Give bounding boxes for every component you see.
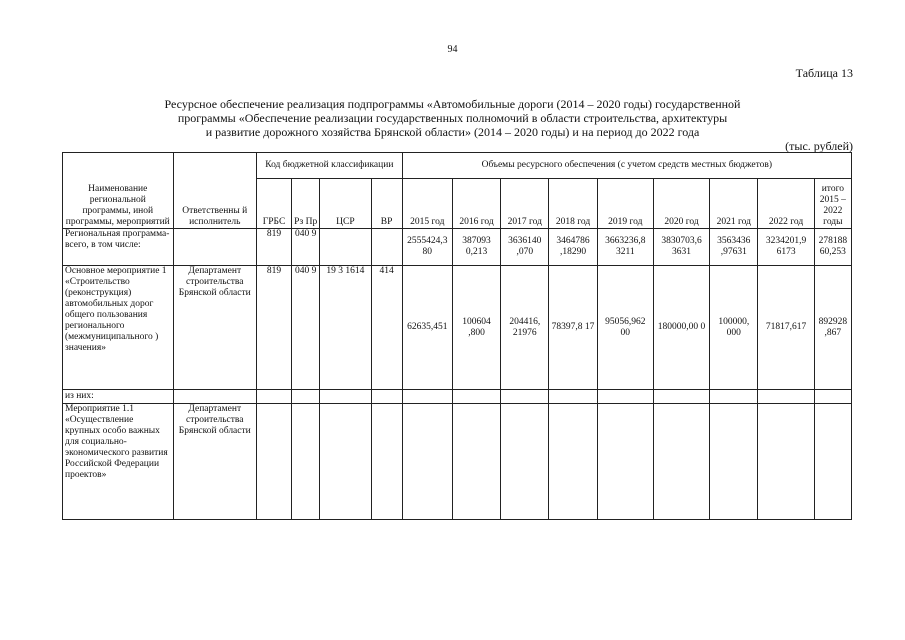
row-value-2016: 100604 ,800 — [452, 266, 500, 390]
header-vr: ВР — [371, 179, 402, 229]
row-value-2022: 71817,617 — [758, 266, 814, 390]
header-grbs: ГРБС — [256, 179, 291, 229]
row-name: Мероприятие 1.1 «Осуществление крупных особо важных для социально- экономического развития Российской Федерации проектов» — [63, 404, 174, 520]
row-value-2018: 3464786 ,18290 — [549, 229, 597, 266]
table-row — [63, 390, 852, 404]
title-line-3: и развитие дорожного хозяйства Брянской области» (2014 – 2020 годы) и на период до 2022 года — [205, 125, 700, 139]
row-name: из них: — [63, 390, 174, 404]
row-name: Основное мероприятие 1 «Строительство (реконструкция) автомобильных дорог общего пользования регионального (межмуниципального ) значения» — [63, 266, 174, 390]
title-line-2: программы «Обеспечение реализации государственных полномочий в области строительства, архитектуры — [177, 111, 728, 125]
units-label: (тыс. рублей) — [785, 139, 853, 153]
row-csr: 19 3 1614 — [320, 266, 371, 390]
row-responsible: Департамент строительства Брянской области — [173, 266, 256, 390]
row-value-2022: 3234201,9 6173 — [758, 229, 814, 266]
header-2017: 2017 год — [501, 179, 549, 229]
row-value-2018: 78397,8 17 — [549, 266, 597, 390]
row-value-2017: 204416, 21976 — [501, 266, 549, 390]
row-responsible — [173, 229, 256, 266]
row-value-2015: 62635,451 — [402, 266, 452, 390]
row-name: Региональная программа- всего, в том числе: — [63, 229, 174, 266]
row-responsible: Департамент строительства Брянской области — [173, 404, 256, 520]
table-row — [63, 404, 852, 520]
table-row — [63, 229, 852, 266]
row-value-2021: 100000, 000 — [710, 266, 758, 390]
header-name: Наименование региональной программы, иной программы, мероприятий — [63, 153, 174, 229]
table-label: Таблица 13 — [795, 66, 853, 80]
row-grbs: 819 — [256, 266, 291, 390]
header-responsible: Ответственны й исполнитель — [173, 153, 256, 229]
document-title — [120, 97, 785, 139]
header-2016: 2016 год — [452, 179, 500, 229]
header-2015: 2015 год — [402, 179, 452, 229]
header-2021: 2021 год — [710, 179, 758, 229]
header-rzpr: Рз Пр — [292, 179, 320, 229]
row-grbs: 819 — [256, 229, 291, 266]
header-2022: 2022 год — [758, 179, 814, 229]
row-value-2015: 2555424,3 80 — [402, 229, 452, 266]
header-2018: 2018 год — [549, 179, 597, 229]
row-rzpr: 040 9 — [292, 266, 320, 390]
resource-table — [62, 152, 852, 520]
row-value-2019: 95056,962 00 — [597, 266, 653, 390]
table-row — [63, 266, 852, 390]
row-value-total: 278188 60,253 — [814, 229, 851, 266]
header-total: итого 2015 – 2022 годы — [814, 179, 851, 229]
row-vr: 414 — [371, 266, 402, 390]
page-number: 94 — [447, 44, 458, 55]
row-value-2020: 180000,00 0 — [653, 266, 709, 390]
row-csr — [320, 229, 371, 266]
title-line-1: Ресурсное обеспечение реализация подпрограммы «Автомобильные дороги (2014 – 2020 годы) государственной — [164, 97, 741, 111]
row-value-total: 892928 ,867 — [814, 266, 851, 390]
row-value-2019: 3663236,8 3211 — [597, 229, 653, 266]
row-vr — [371, 229, 402, 266]
header-2020: 2020 год — [653, 179, 709, 229]
row-value-2020: 3830703,6 3631 — [653, 229, 709, 266]
row-value-2021: 3563436 ,97631 — [710, 229, 758, 266]
row-value-2016: 387093 0,213 — [452, 229, 500, 266]
header-volumes: Объемы ресурсного обеспечения (с учетом средств местных бюджетов) — [402, 153, 851, 179]
row-value-2017: 3636140 ,070 — [501, 229, 549, 266]
header-csr: ЦСР — [320, 179, 371, 229]
header-budget-code: Код бюджетной классификации — [256, 153, 402, 179]
row-rzpr: 040 9 — [292, 229, 320, 266]
header-2019: 2019 год — [597, 179, 653, 229]
